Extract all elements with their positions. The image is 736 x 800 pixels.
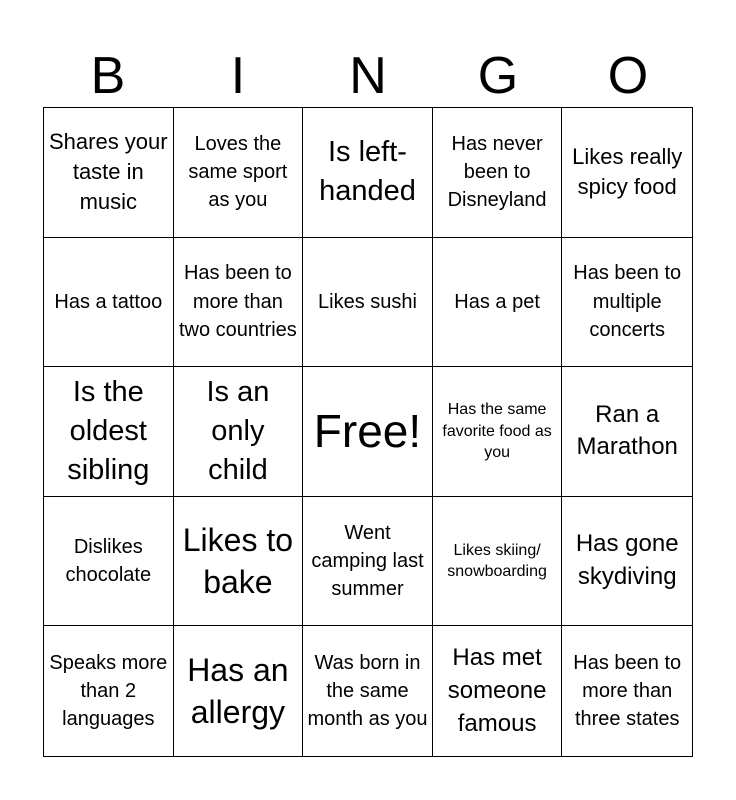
bingo-square[interactable]: Dislikes chocolate — [44, 497, 174, 627]
header-letter-o: O — [607, 47, 649, 105]
bingo-square[interactable]: Went camping last summer — [303, 497, 433, 627]
bingo-square[interactable]: Has met someone famous — [433, 626, 563, 756]
bingo-square[interactable]: Has been to multiple concerts — [562, 238, 692, 368]
bingo-square[interactable]: Likes skiing/ snowboarding — [433, 497, 563, 627]
header-letter-i: I — [230, 47, 246, 105]
bingo-square[interactable]: Is left-handed — [303, 108, 433, 238]
bingo-square[interactable]: Likes really spicy food — [562, 108, 692, 238]
header-letter-b: B — [90, 47, 126, 105]
bingo-square[interactable]: Has an allergy — [174, 626, 304, 756]
bingo-square[interactable]: Ran a Marathon — [562, 367, 692, 497]
bingo-square[interactable]: Has gone skydiving — [562, 497, 692, 627]
bingo-square[interactable]: Speaks more than 2 languages — [44, 626, 174, 756]
bingo-square[interactable]: Has a pet — [433, 238, 563, 368]
bingo-square[interactable]: Is the oldest sibling — [44, 367, 174, 497]
header-letter-n: N — [349, 47, 387, 105]
bingo-square[interactable]: Has never been to Disneyland — [433, 108, 563, 238]
bingo-square[interactable]: Has a tattoo — [44, 238, 174, 368]
bingo-square[interactable]: Has been to more than two countries — [174, 238, 304, 368]
bingo-header — [43, 48, 693, 104]
bingo-square[interactable]: Has been to more than three states — [573, 651, 682, 731]
bingo-square[interactable]: Was born in the same month as you — [303, 626, 433, 756]
bingo-square[interactable]: Loves the same sport as you — [174, 108, 304, 238]
bingo-square[interactable]: Likes to bake — [174, 497, 304, 627]
bingo-square[interactable]: Shares your taste in music — [44, 108, 174, 238]
free-square[interactable]: Free! — [303, 367, 433, 497]
bingo-card-grid — [43, 107, 693, 757]
bingo-square[interactable]: Is an only child — [174, 367, 304, 497]
bingo-square[interactable]: Has the same favorite food as you — [433, 367, 563, 497]
bingo-square[interactable]: Likes sushi — [303, 238, 433, 368]
header-letter-g: G — [477, 47, 519, 105]
